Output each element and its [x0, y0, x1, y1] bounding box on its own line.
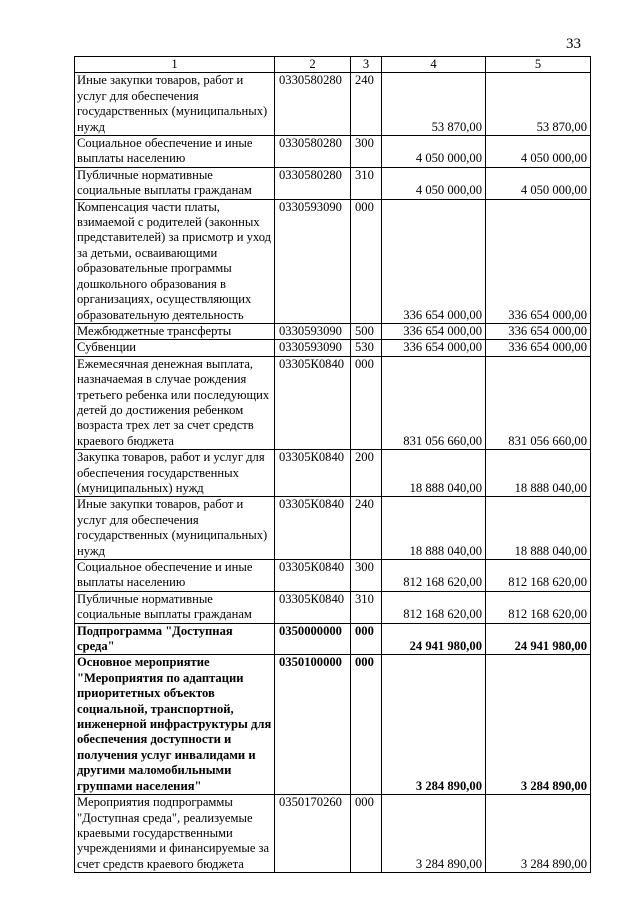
- row-name-cell: Ежемесячная денежная выплата, назначаемая в случае рождения третьего ребенка или последующих детей до достижения ребенком возраста трех лет за счет средств краевого бюджета: [75, 356, 275, 449]
- table-row: [75, 356, 591, 449]
- header-cell-2: 2: [275, 57, 351, 73]
- row-vr-cell: 000: [351, 655, 382, 795]
- row-name-cell: Публичные нормативные социальные выплаты гражданам: [75, 167, 275, 199]
- row-code-cell: 03305К0840: [275, 497, 351, 560]
- row-name-cell: Публичные нормативные социальные выплаты гражданам: [75, 591, 275, 623]
- row-code-cell: 0330593090: [275, 340, 351, 356]
- row-amount-col5: 812 168 620,00: [486, 560, 591, 592]
- row-amount-col4: 336 654 000,00: [382, 199, 486, 323]
- row-name-cell: Иные закупки товаров, работ и услуг для обеспечения государственных (муниципальных) нужд: [75, 73, 275, 136]
- row-vr-cell: 530: [351, 340, 382, 356]
- page-number: 33: [566, 36, 581, 52]
- budget-table: [74, 56, 591, 873]
- row-amount-col4: 812 168 620,00: [382, 560, 486, 592]
- row-amount-col4: 831 056 660,00: [382, 356, 486, 449]
- table-row: [75, 591, 591, 623]
- row-amount-col4: 336 654 000,00: [382, 323, 486, 339]
- row-amount-col4: 4 050 000,00: [382, 136, 486, 168]
- row-amount-col4: 18 888 040,00: [382, 450, 486, 497]
- row-code-cell: 0330593090: [275, 199, 351, 323]
- row-amount-col5: 24 941 980,00: [486, 623, 591, 655]
- row-name-cell: Субвенции: [75, 340, 275, 356]
- row-amount-col5: 3 284 890,00: [486, 655, 591, 795]
- row-vr-cell: 310: [351, 591, 382, 623]
- row-code-cell: 03305К0840: [275, 450, 351, 497]
- row-code-cell: 03305К0840: [275, 591, 351, 623]
- row-amount-col4: 812 168 620,00: [382, 591, 486, 623]
- row-amount-col5: 336 654 000,00: [486, 323, 591, 339]
- row-code-cell: 0350100000: [275, 655, 351, 795]
- table-row: [75, 73, 591, 136]
- row-amount-col5: 3 284 890,00: [486, 795, 591, 873]
- row-vr-cell: 500: [351, 323, 382, 339]
- row-name-cell: Закупка товаров, работ и услуг для обеспечения государственных (муниципальных) нужд: [75, 450, 275, 497]
- row-amount-col4: 3 284 890,00: [382, 655, 486, 795]
- row-name-cell: Мероприятия подпрограммы "Доступная среда", реализуемые краевыми государственными учреждениями и финансируемые за счет средств краевого бюджета: [75, 795, 275, 873]
- row-code-cell: 0330580280: [275, 167, 351, 199]
- row-vr-cell: 000: [351, 356, 382, 449]
- row-name-cell: Межбюджетные трансферты: [75, 323, 275, 339]
- table-row: [75, 623, 591, 655]
- table-row: [75, 136, 591, 168]
- row-vr-cell: 240: [351, 497, 382, 560]
- row-amount-col5: 831 056 660,00: [486, 356, 591, 449]
- table-body: [75, 73, 591, 873]
- row-vr-cell: 000: [351, 623, 382, 655]
- row-amount-col5: 18 888 040,00: [486, 450, 591, 497]
- row-vr-cell: 300: [351, 136, 382, 168]
- row-code-cell: 0330580280: [275, 136, 351, 168]
- row-code-cell: 0330593090: [275, 323, 351, 339]
- row-amount-col4: 53 870,00: [382, 73, 486, 136]
- row-vr-cell: 000: [351, 199, 382, 323]
- table-row: [75, 340, 591, 356]
- table-row: [75, 450, 591, 497]
- header-cell-3: 3: [351, 57, 382, 73]
- row-amount-col5: 53 870,00: [486, 73, 591, 136]
- table-row: [75, 167, 591, 199]
- row-code-cell: 0330580280: [275, 73, 351, 136]
- row-amount-col4: 4 050 000,00: [382, 167, 486, 199]
- header-cell-1: 1: [75, 57, 275, 73]
- table-row: [75, 323, 591, 339]
- row-amount-col4: 18 888 040,00: [382, 497, 486, 560]
- row-vr-cell: 200: [351, 450, 382, 497]
- row-code-cell: 0350000000: [275, 623, 351, 655]
- table-row: [75, 497, 591, 560]
- header-cell-5: 5: [486, 57, 591, 73]
- row-amount-col5: 4 050 000,00: [486, 136, 591, 168]
- header-row: [75, 57, 591, 73]
- row-name-cell: Основное мероприятие "Мероприятия по адаптации приоритетных объектов социальной, транспортной, инженерной инфраструктуры для обеспечения доступности и получения услуг инвалидами и другими маломобильными группами населения": [75, 655, 275, 795]
- row-name-cell: Социальное обеспечение и иные выплаты населению: [75, 560, 275, 592]
- row-amount-col4: 3 284 890,00: [382, 795, 486, 873]
- row-amount-col4: 336 654 000,00: [382, 340, 486, 356]
- row-amount-col5: 336 654 000,00: [486, 340, 591, 356]
- row-amount-col5: 812 168 620,00: [486, 591, 591, 623]
- row-name-cell: Социальное обеспечение и иные выплаты населению: [75, 136, 275, 168]
- table-row: [75, 560, 591, 592]
- header-cell-4: 4: [382, 57, 486, 73]
- table-row: [75, 199, 591, 323]
- row-name-cell: Подпрограмма "Доступная среда": [75, 623, 275, 655]
- row-code-cell: 0350170260: [275, 795, 351, 873]
- row-amount-col5: 336 654 000,00: [486, 199, 591, 323]
- row-amount-col5: 4 050 000,00: [486, 167, 591, 199]
- row-code-cell: 03305К0840: [275, 560, 351, 592]
- row-name-cell: Компенсация части платы, взимаемой с родителей (законных представителей) за присмотр и уход за детьми, осваивающими образовательные программы дошкольного образования в организациях, осуществляющих образовательную деятельность: [75, 199, 275, 323]
- row-vr-cell: 000: [351, 795, 382, 873]
- row-vr-cell: 300: [351, 560, 382, 592]
- row-vr-cell: 240: [351, 73, 382, 136]
- row-amount-col4: 24 941 980,00: [382, 623, 486, 655]
- row-name-cell: Иные закупки товаров, работ и услуг для обеспечения государственных (муниципальных) нужд: [75, 497, 275, 560]
- table-row: [75, 655, 591, 795]
- table-row: [75, 795, 591, 873]
- row-vr-cell: 310: [351, 167, 382, 199]
- row-code-cell: 03305К0840: [275, 356, 351, 449]
- row-amount-col5: 18 888 040,00: [486, 497, 591, 560]
